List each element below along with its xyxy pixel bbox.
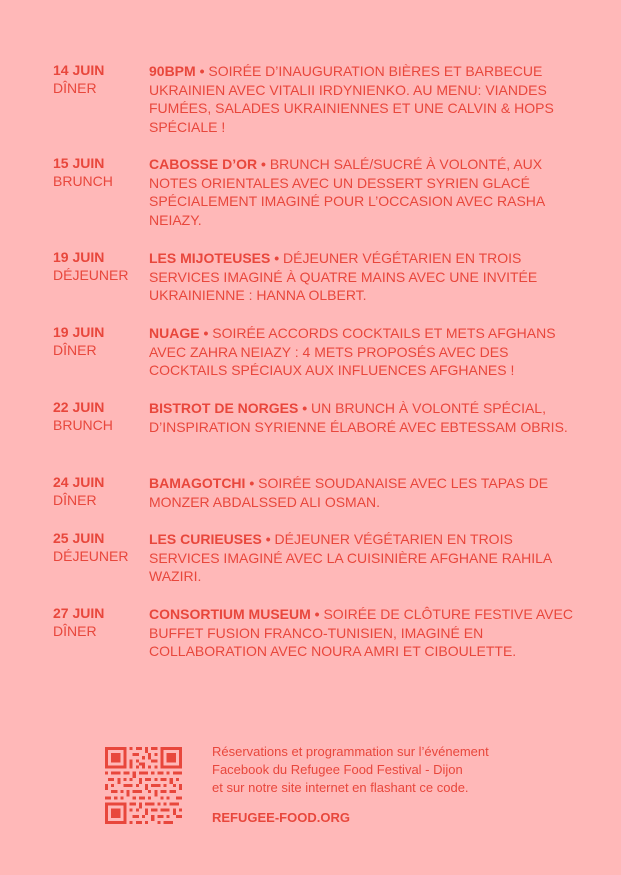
bullet-separator: •: [257, 156, 270, 172]
event-meal: DÎNER: [53, 341, 97, 358]
event-venue: NUAGE: [149, 325, 200, 341]
bullet-separator: •: [195, 63, 209, 79]
event-when: [53, 530, 149, 565]
event-venue: LES CURIEUSES: [149, 531, 262, 547]
event-item: [53, 155, 573, 249]
event-when: [53, 62, 149, 97]
event-meal: DÉJEUNER: [53, 266, 129, 283]
event-item: [53, 62, 573, 155]
event-when: [53, 605, 149, 640]
event-text: UN BRUNCH À VOLONTÉ SPÉCIAL, D’INSPIRATION SYRIENNE ÉLABORÉ AVEC EBTESSAM OBRIS.: [149, 400, 568, 435]
event-date: 19 JUIN: [53, 324, 105, 340]
event-meal: BRUNCH: [53, 416, 113, 433]
footer: [105, 743, 575, 833]
event-when: [53, 474, 149, 509]
event-description: [149, 62, 573, 137]
event-date: 19 JUIN: [53, 249, 105, 265]
event-date: 24 JUIN: [53, 474, 105, 490]
event-venue: BAMAGOTCHI: [149, 475, 246, 491]
event-meal: BRUNCH: [53, 172, 113, 189]
event-when: [53, 324, 149, 359]
event-item: [53, 399, 573, 474]
bullet-separator: •: [245, 475, 259, 491]
event-venue: CONSORTIUM MUSEUM: [149, 606, 311, 622]
event-description: [149, 155, 573, 230]
footer-line: Facebook du Refugee Food Festival - Dijon: [212, 762, 463, 777]
event-text: SOIRÉE D’INAUGURATION BIÈRES ET BARBECUE UKRAINIEN AVEC VITALII IRDYNIENKO. AU MENU: VIANDES FUMÉES, SALADES UKRAINIENNES ET UNE CALVIN & HOPS SPÉCIALE !: [149, 63, 554, 136]
event-when: [53, 155, 149, 190]
event-description: [149, 605, 573, 661]
event-venue: CABOSSE D’OR: [149, 156, 258, 172]
event-text: DÉJEUNER VÉGÉTARIEN EN TROIS SERVICES IMAGINÉ À QUATRE MAINS AVEC UNE INVITÉE UKRAINIENNE : HANNA OLBERT.: [149, 250, 538, 304]
event-meal: DÎNER: [53, 622, 97, 639]
event-meal: DÎNER: [53, 491, 97, 508]
event-text: DÉJEUNER VÉGÉTARIEN EN TROIS SERVICES IMAGINÉ AVEC LA CUISINIÈRE AFGHANE RAHILA WAZIRI.: [149, 531, 552, 585]
event-text: SOIRÉE SOUDANAISE AVEC LES TAPAS DE MONZER ABDALSSED ALI OSMAN.: [149, 475, 549, 510]
event-date: 25 JUIN: [53, 530, 105, 546]
bullet-separator: •: [270, 250, 284, 266]
event-venue: 90BPM: [149, 63, 196, 79]
event-item: [53, 474, 573, 530]
footer-line: Réservations et programmation sur l’événement: [212, 744, 489, 759]
qr-code-icon[interactable]: [105, 747, 182, 824]
event-description: [149, 530, 573, 586]
footer-line: et sur notre site internet en flashant ce code.: [212, 780, 469, 795]
event-description: [149, 474, 573, 511]
event-item: [53, 530, 573, 605]
event-date: 14 JUIN: [53, 62, 105, 78]
event-description: [149, 399, 573, 436]
event-description: [149, 324, 573, 380]
event-text: BRUNCH SALÉ/SUCRÉ À VOLONTÉ, AUX NOTES ORIENTALES AVEC UN DESSERT SYRIEN GLACÉ SPÉCIALEMENT IMAGINÉ POUR L’OCCASION AVEC RASHA NEIAZY.: [149, 156, 545, 229]
website-link[interactable]: REFUGEE-FOOD.ORG: [212, 810, 350, 825]
event-meal: DÎNER: [53, 79, 97, 96]
event-when: [53, 399, 149, 434]
event-item: [53, 605, 573, 665]
event-when: [53, 249, 149, 284]
event-venue: LES MIJOTEUSES: [149, 250, 271, 266]
event-date: 27 JUIN: [53, 605, 105, 621]
event-item: [53, 249, 573, 324]
event-date: 15 JUIN: [53, 155, 105, 171]
event-date: 22 JUIN: [53, 399, 105, 415]
bullet-separator: •: [199, 325, 213, 341]
bullet-separator: •: [310, 606, 324, 622]
bullet-separator: •: [261, 531, 275, 547]
bullet-separator: •: [298, 400, 312, 416]
footer-text: [212, 743, 572, 827]
events-list: [53, 62, 573, 665]
event-text: SOIRÉE ACCORDS COCKTAILS ET METS AFGHANS AVEC ZAHRA NEIAZY : 4 METS PROPOSÉS AVEC DES COCKTAILS SPÉCIAUX AUX INFLUENCES AFGHANES !: [149, 325, 556, 379]
event-description: [149, 249, 573, 305]
event-venue: BISTROT DE NORGES: [149, 400, 299, 416]
event-meal: DÉJEUNER: [53, 547, 129, 564]
event-item: [53, 324, 573, 399]
event-text: SOIRÉE DE CLÔTURE FESTIVE AVEC BUFFET FUSION FRANCO-TUNISIEN, IMAGINÉ EN COLLABORATION AVEC NOURA AMRI ET CIBOULETTE.: [149, 606, 573, 660]
